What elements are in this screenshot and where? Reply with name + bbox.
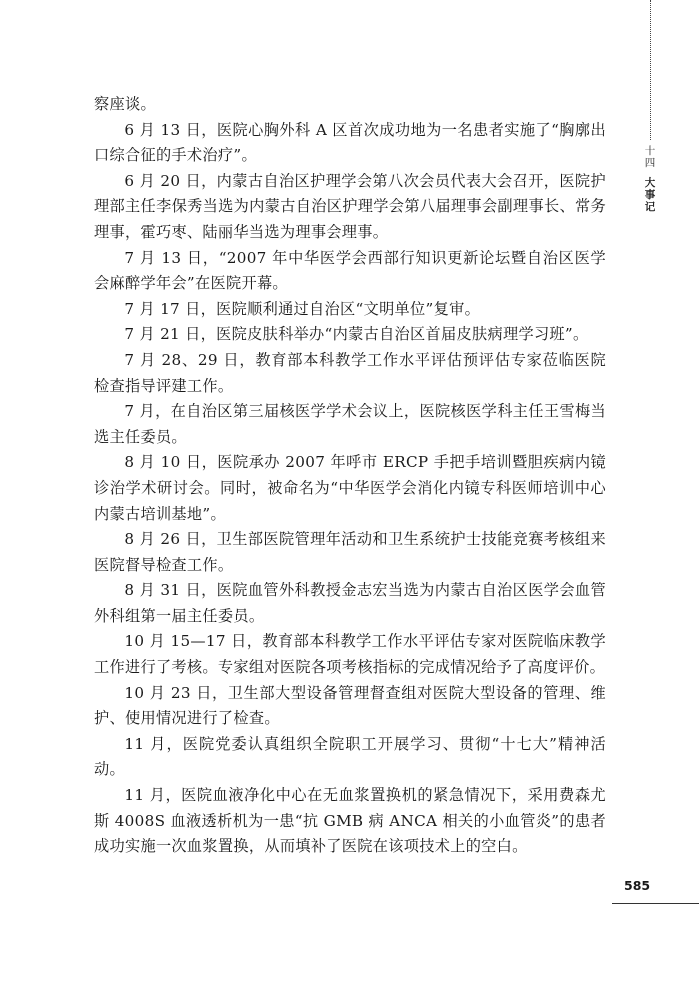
page-number: 585 [624, 878, 651, 893]
side-dotted-rule [650, 0, 651, 140]
paragraph: 8 月 10 日，医院承办 2007 年呼市 ERCP 手把手培训暨胆疾病内镜诊治学术研讨会。同时，被命名为“中华医学会消化内镜专科医师培训中心内蒙古培训基地”。 [94, 453, 606, 523]
paragraph: 10 月 15—17 日，教育部本科教学工作水平评估专家对医院临床教学工作进行了考核。专家组对医院各项考核指标的完成情况给予了高度评价。 [94, 632, 606, 677]
paragraph: 7 月 28、29 日，教育部本科教学工作水平评估预评估专家莅临医院检查指导评建工作。 [94, 350, 606, 395]
paragraph: 7 月 21 日，医院皮肤科举办“内蒙古自治区首届皮肤病理学习班”。 [124, 325, 589, 344]
chapter-marker [641, 145, 659, 213]
paragraph: 7 月 13 日，“2007 年中华医学会西部行知识更新论坛暨自治区医学会麻醉学年会”在医院开幕。 [94, 248, 606, 293]
paragraph: 8 月 31 日，医院血管外科教授金志宏当选为内蒙古自治区医学会血管外科组第一届主任委员。 [94, 581, 606, 625]
page-number-rule [612, 903, 699, 904]
body-text [94, 92, 606, 860]
paragraph: 11 月，医院血液净化中心在无血浆置换机的紧急情况下，采用费森尤斯 4008S 血液透析机为一患“抗 GMB 病 ANCA 相关的小血管炎”的患者成功实施一次血浆置换，从而填补了医院在该项技术上的空白。 [94, 786, 606, 856]
paragraph-continuation: 察座谈。 [94, 95, 156, 113]
chapter-number: 十 四 [644, 145, 656, 169]
paragraph: 7 月 17 日，医院顺利通过自治区“文明单位”复审。 [124, 299, 481, 318]
paragraph: 7 月，在自治区第三届核医学学术会议上，医院核医学科主任王雪梅当选主任委员。 [94, 402, 606, 446]
paragraph: 6 月 20 日，内蒙古自治区护理学会第八次会员代表大会召开，医院护理部主任李保秀当选为内蒙古自治区护理学会第八届理事会副理事长、常务理事，霍巧枣、陆丽华当选为理事会理事。 [94, 171, 606, 241]
paragraph: 6 月 13 日，医院心胸外科 A 区首次成功地为一名患者实施了“胸廓出口综合征的手术治疗”。 [94, 120, 606, 165]
paragraph: 10 月 23 日，卫生部大型设备管理督查组对医院大型设备的管理、维护、使用情况进行了检查。 [94, 683, 606, 728]
chapter-title: 大 事 记 [644, 177, 656, 213]
paragraph: 11 月，医院党委认真组织全院职工开展学习、贯彻“十七大”精神活动。 [94, 734, 606, 779]
paragraph: 8 月 26 日，卫生部医院管理年活动和卫生系统护士技能竞赛考核组来医院督导检查工作。 [94, 530, 606, 574]
